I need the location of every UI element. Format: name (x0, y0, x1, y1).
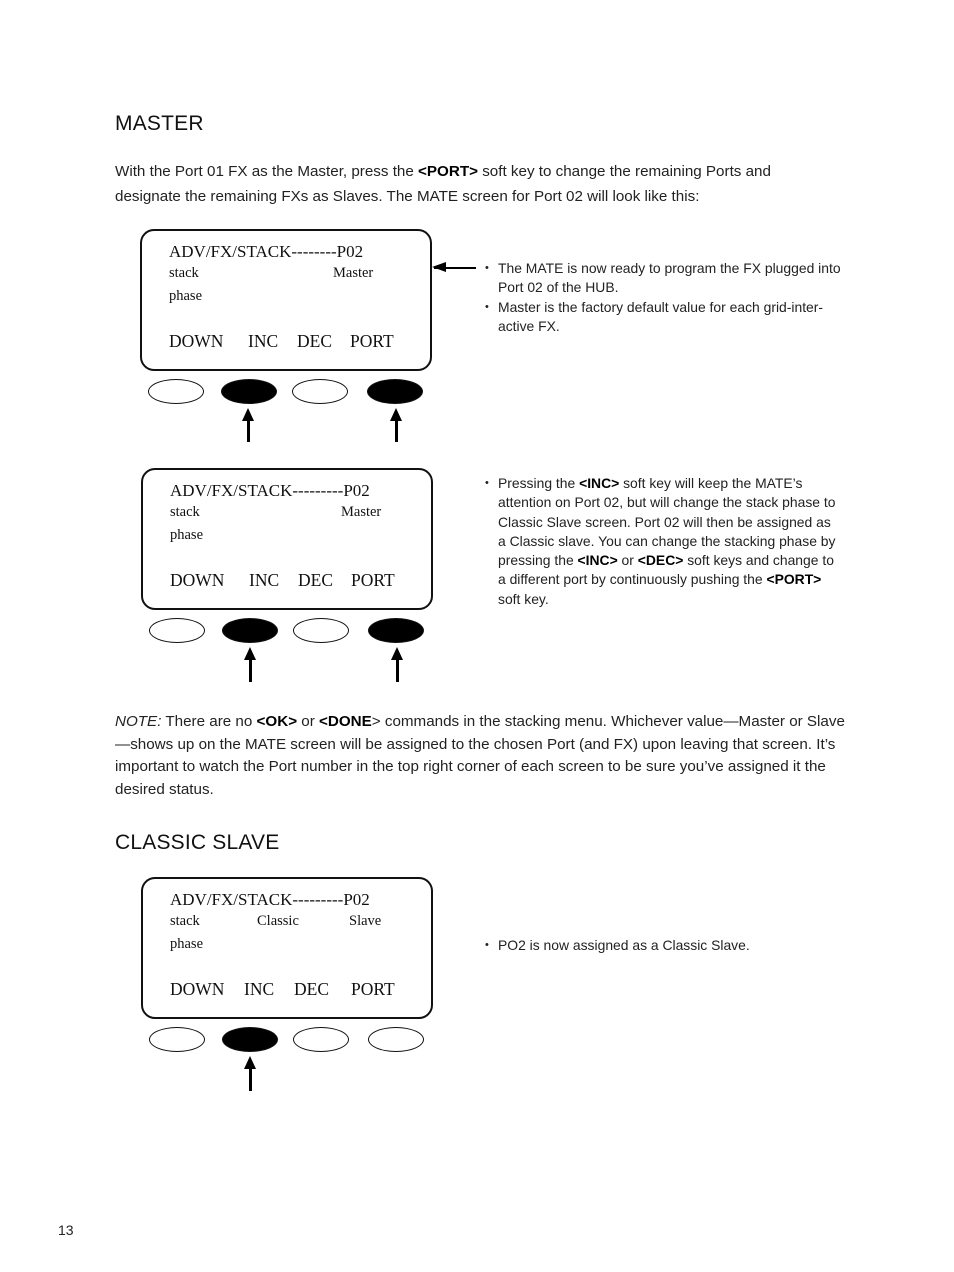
list-item: • PO2 is now assigned as a Classic Slave. (485, 936, 841, 955)
softkey-label-inc: INC (249, 570, 280, 590)
softkey-label-down: DOWN (170, 570, 225, 590)
softkey-button-down[interactable] (148, 379, 204, 404)
up-arrow-icon (395, 420, 398, 442)
stack-value: Master (341, 504, 382, 520)
mate-screen-3 (141, 877, 433, 1019)
page-number: 13 (58, 1222, 74, 1238)
bullet-list-1 (485, 259, 841, 336)
stack-value: Master (333, 265, 374, 281)
softkey-label-inc: INC (244, 979, 275, 999)
phase-label: phase (169, 288, 203, 304)
softkey-button-dec[interactable] (293, 1027, 349, 1052)
screen-title: ADV/FX/STACK---------P02 (170, 890, 370, 909)
up-arrow-icon (249, 659, 252, 682)
softkey-label-port: PORT (351, 570, 395, 590)
softkey-button-dec[interactable] (292, 379, 348, 404)
softkey-label-dec: DEC (297, 331, 332, 351)
note-label: NOTE: (115, 713, 162, 730)
stack-value-slave: Slave (349, 913, 382, 929)
softkey-label-port: PORT (351, 979, 395, 999)
softkey-label-down: DOWN (170, 979, 225, 999)
section-heading-classic-slave: CLASSIC SLAVE (115, 831, 280, 854)
softkey-label-dec: DEC (294, 979, 329, 999)
softkey-button-dec[interactable] (293, 618, 349, 643)
port-key-text: <PORT> (418, 163, 478, 180)
list-item: • Master is the factory default value for each grid-inter-active FX. (485, 298, 841, 337)
left-arrow-icon (434, 267, 476, 269)
softkey-button-inc[interactable] (222, 1027, 278, 1052)
list-item: • The MATE is now ready to program the FX plugged into Port 02 of the HUB. (485, 259, 841, 298)
softkey-button-down[interactable] (149, 1027, 205, 1052)
section-heading-master: MASTER (115, 112, 204, 135)
bullet-list-3 (485, 936, 841, 955)
softkey-label-inc: INC (248, 331, 279, 351)
stack-label: stack (170, 913, 200, 929)
bullet-list-2 (485, 474, 841, 609)
up-arrow-icon (249, 1068, 252, 1091)
up-arrow-icon (396, 659, 399, 682)
stack-value-classic: Classic (257, 913, 299, 929)
note-paragraph: NOTE: There are no <OK> or <DONE> commands in the stacking menu. Whichever value—Master or Slave—shows up on the MATE screen will be assigned to the chosen Port (and FX) upon leaving that screen. It’s important to watch the Port number in the top right corner of each screen to be sure you’ve assigned it the desired status. (115, 713, 845, 799)
stack-label: stack (169, 265, 199, 281)
softkey-label-down: DOWN (169, 331, 224, 351)
master-intro-paragraph: With the Port 01 FX as the Master, press the <PORT> soft key to change the remaining Ports and designate the remaining FXs as Slaves. The MATE screen for Port 02 will look like this: (115, 163, 771, 205)
screen-title: ADV/FX/STACK--------P02 (169, 242, 364, 261)
softkey-label-port: PORT (350, 331, 394, 351)
up-arrow-icon (247, 420, 250, 442)
stack-label: stack (170, 504, 200, 520)
phase-label: phase (170, 527, 204, 543)
softkey-button-port[interactable] (367, 379, 423, 404)
softkey-label-dec: DEC (298, 570, 333, 590)
list-item: • Pressing the <INC> soft key will keep the MATE’s attention on Port 02, but will change the stack phase to Classic Slave screen. Port 02 will then be assigned as a Classic slave. You can change the stacking phase by pressing the <INC> or <DEC> soft keys and change to a different port by continuously pushing the <PORT> soft key. (485, 474, 841, 609)
phase-label: phase (170, 936, 204, 952)
softkey-button-down[interactable] (149, 618, 205, 643)
softkey-button-inc[interactable] (222, 618, 278, 643)
softkey-button-port[interactable] (368, 618, 424, 643)
softkey-button-port[interactable] (368, 1027, 424, 1052)
mate-screen-1 (140, 229, 432, 371)
screen-title: ADV/FX/STACK---------P02 (170, 481, 370, 500)
softkey-button-inc[interactable] (221, 379, 277, 404)
mate-screen-2 (141, 468, 433, 610)
